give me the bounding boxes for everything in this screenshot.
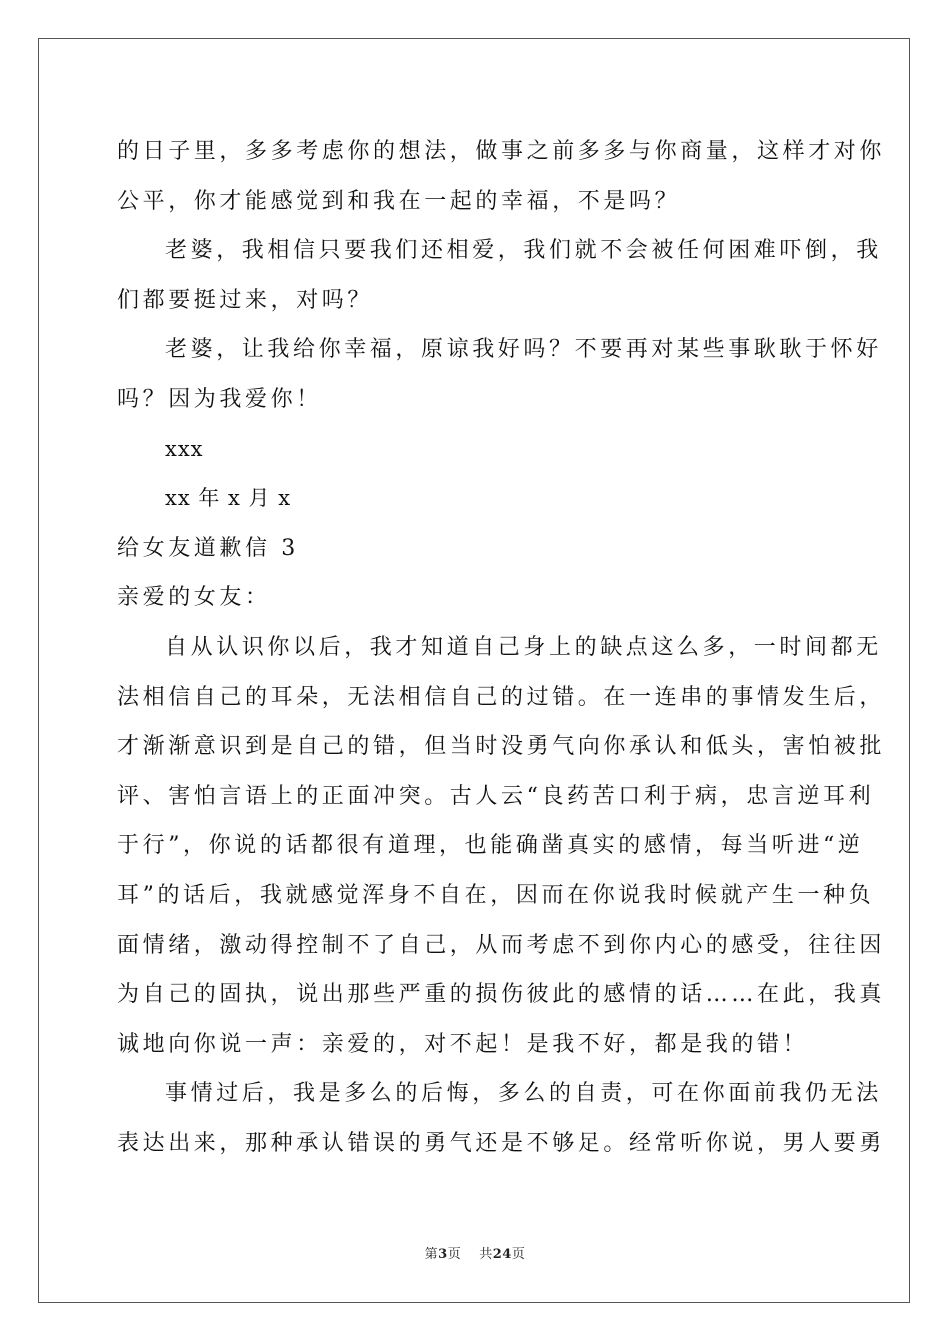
page-prefix: 第 [424, 1247, 439, 1262]
text-line: 评、害怕言语上的正面冲突。古人云“良药苦口利于病，忠言逆耳利 [117, 783, 875, 809]
text-line: 吗？因为我爱你！ [117, 386, 322, 412]
section-title: 给女友道歉信 3 [117, 535, 299, 561]
text-line: 为自己的固执，说出那些严重的损伤彼此的感情的话……在此，我真 [117, 982, 886, 1008]
text-line: 自从认识你以后，我才知道自己身上的缺点这么多，一时间都无 [165, 634, 882, 660]
text-line: 诚地向你说一声：亲爱的，对不起！是我不好，都是我的错！ [117, 1031, 809, 1057]
total-prefix: 共 [479, 1247, 493, 1262]
salutation: 亲爱的女友： [117, 585, 271, 611]
text-line: 耳”的话后，我就感觉浑身不自在，因而在你说我时候就产生一种负 [117, 882, 875, 908]
text-line: 老婆，我相信只要我们还相爱，我们就不会被任何困难吓倒，我 [165, 238, 882, 264]
total-pages: 24 [492, 1247, 512, 1262]
text-line: 才渐渐意识到是自己的错，但当时没勇气向你承认和低头，害怕被批 [117, 734, 886, 760]
signature-name: xxx [165, 436, 204, 461]
text-line: 的日子里，多多考虑你的想法，做事之前多多与你商量，这样才对你 [117, 139, 886, 164]
text-line: 表达出来，那种承认错误的勇气还是不够足。经常听你说，男人要勇 [117, 1130, 886, 1156]
signature-date: xx 年 x 月 x [165, 486, 292, 511]
text-line: 公平，你才能感觉到和我在一起的幸福，不是吗？ [117, 188, 681, 214]
text-line: 老婆，让我给你幸福，原谅我好吗？不要再对某些事耿耿于怀好 [165, 337, 882, 363]
text-line: 于行”，你说的话都很有道理，也能确凿真实的感情，每当听进“逆 [117, 833, 864, 859]
total-suffix: 页 [511, 1247, 526, 1262]
text-line: 法相信自己的耳朵，无法相信自己的过错。在一连串的事情发生后， [117, 684, 886, 710]
page-suffix: 页 [447, 1247, 462, 1262]
text-line: 们都要挺过来，对吗？ [117, 287, 374, 313]
page-footer [0, 1243, 950, 1262]
text-line: 事情过后，我是多么的后悔，多么的自责，可在你面前我仍无法 [165, 1081, 882, 1107]
page-number: 3 [438, 1247, 448, 1262]
document-body [117, 127, 886, 1168]
text-line: 面情绪，激动得控制不了自己，从而考虑不到你内心的感受，往往因 [117, 932, 886, 958]
